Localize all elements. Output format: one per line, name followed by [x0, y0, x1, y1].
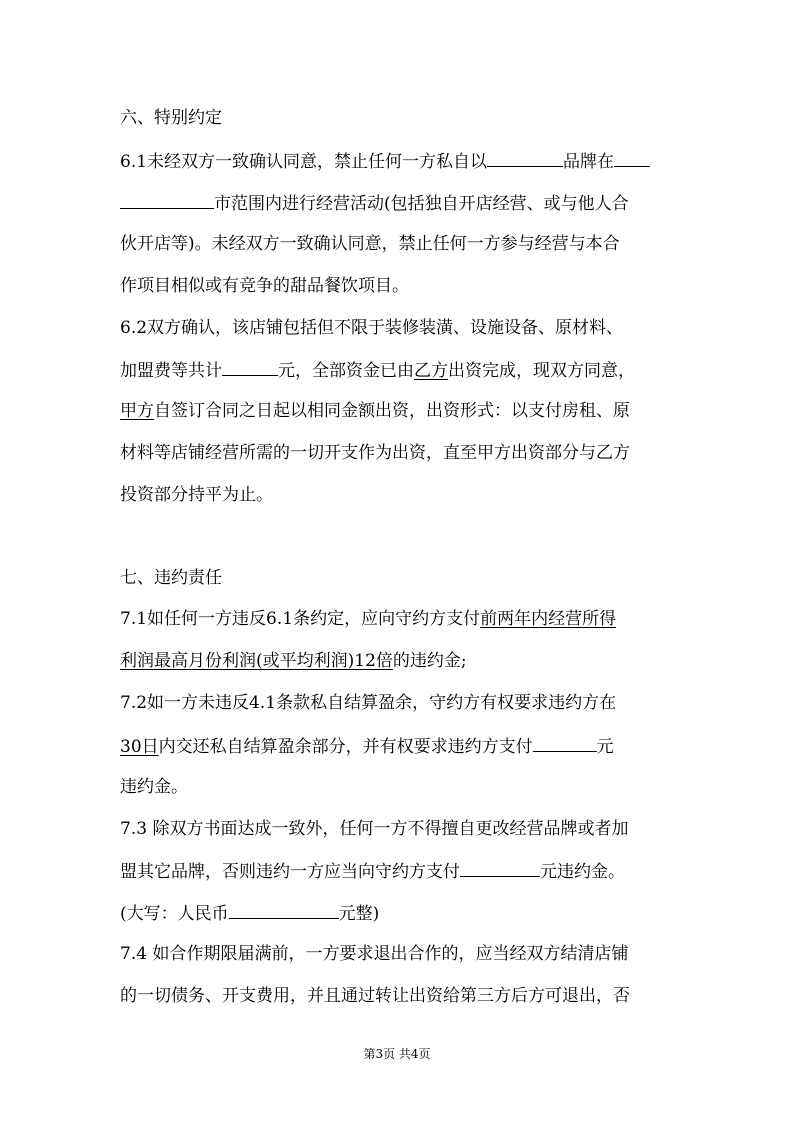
clause-text: 出资完成，现双方同意， — [448, 361, 635, 381]
blank-field — [460, 858, 540, 877]
clause-7-1-line-1 — [120, 607, 616, 631]
clause-6-2-line-3 — [120, 399, 630, 423]
underlined-text: 甲方 — [120, 401, 154, 421]
clause-6-1-line-2 — [120, 190, 629, 216]
clause-7-1-line-2 — [120, 649, 467, 673]
clause-text: 元 — [596, 737, 614, 757]
clause-text: 7.4 如合作期限届满前，一方要求退出合作的，应当经双方结清店铺 — [120, 944, 629, 964]
section-seven-heading — [120, 566, 222, 590]
section-six-heading — [120, 106, 222, 130]
clause-7-2-line-2 — [120, 733, 614, 759]
page-number-footer: 第3页 共4页 — [363, 1047, 431, 1061]
underlined-text: 利润最高月份利润(或平均利润)12倍 — [120, 651, 393, 671]
blank-field — [222, 357, 278, 376]
underlined-text: 乙方 — [414, 361, 448, 381]
clause-text: 盟其它品牌，否则违约一方应当向守约方支付 — [120, 862, 460, 882]
clause-text: 投资部分持平为止。 — [120, 485, 273, 505]
clause-7-4-line-1 — [120, 942, 628, 966]
clause-6-1-line-4 — [120, 274, 409, 298]
clause-text: 7.3 除双方书面达成一致外，任何一方不得擅自更改经营品牌或者加 — [120, 819, 629, 839]
clause-text: 市范围内进行经营活动(包括独自开店经营、或与他人合 — [214, 194, 629, 214]
clause-text: 7.2如一方未违反4.1条款私自结算盈余，守约方有权要求违约方在 — [120, 693, 617, 713]
clause-text: 内交还私自结算盈余部分，并有权要求违约方支付 — [158, 737, 533, 757]
clause-text: 6.2双方确认，该店铺包括但不限于装修装潢、设施设备、原材料、 — [120, 318, 624, 338]
clause-7-3-line-2 — [120, 858, 625, 884]
clause-text: 元违约金。 — [540, 862, 625, 882]
clause-6-2-line-1 — [120, 316, 623, 340]
clause-text: 元，全部资金已由 — [278, 361, 414, 381]
clause-text: 违约金。 — [120, 777, 188, 797]
heading-text: 六、特别约定 — [120, 108, 222, 128]
underlined-text: 30日 — [120, 737, 159, 757]
clause-text: 加盟费等共计 — [120, 361, 222, 381]
clause-text: 的一切债务、开支费用，并且通过转让出资给第三方后方可退出，否 — [120, 986, 630, 1006]
clause-6-2-line-5 — [120, 483, 273, 507]
clause-7-3-line-3 — [120, 900, 379, 926]
clause-6-2-line-2 — [120, 357, 635, 383]
clause-text: 品牌在 — [563, 152, 615, 172]
blank-field — [120, 190, 214, 209]
heading-text: 七、违约责任 — [120, 568, 222, 588]
blank-field — [229, 900, 339, 919]
clause-text: 6.1未经双方一致确认同意，禁止任何一方私自以 — [120, 152, 488, 172]
clause-6-1-line-3 — [120, 232, 620, 256]
clause-text: (大写：人民币 — [120, 904, 229, 924]
clause-7-4-line-2 — [120, 984, 630, 1008]
clause-7-2-line-1 — [120, 691, 616, 715]
clause-text: 作项目相似或有竞争的甜品餐饮项目。 — [120, 276, 409, 296]
blank-field — [614, 148, 650, 167]
underlined-text: 前两年内经营所得 — [480, 609, 617, 629]
blank-field — [533, 733, 597, 752]
clause-text: 7.1如任何一方违反6.1条约定，应向守约方支付 — [120, 609, 481, 629]
clause-text: 元整) — [338, 904, 380, 924]
clause-7-3-line-1 — [120, 817, 628, 841]
clause-text: 材料等店铺经营所需的一切开支作为出资，直至甲方出资部分与乙方 — [120, 443, 630, 463]
clause-6-2-line-4 — [120, 441, 630, 465]
clause-6-1-line-1 — [120, 148, 650, 174]
clause-text: 伙开店等)。未经双方一致确认同意，禁止任何一方参与经营与本合 — [120, 234, 620, 254]
blank-field — [487, 148, 563, 167]
clause-7-2-line-3 — [120, 775, 188, 799]
clause-text: 自签订合同之日起以相同金额出资，出资形式：以支付房租、原 — [154, 401, 630, 421]
clause-text: 的违约金; — [392, 651, 467, 671]
